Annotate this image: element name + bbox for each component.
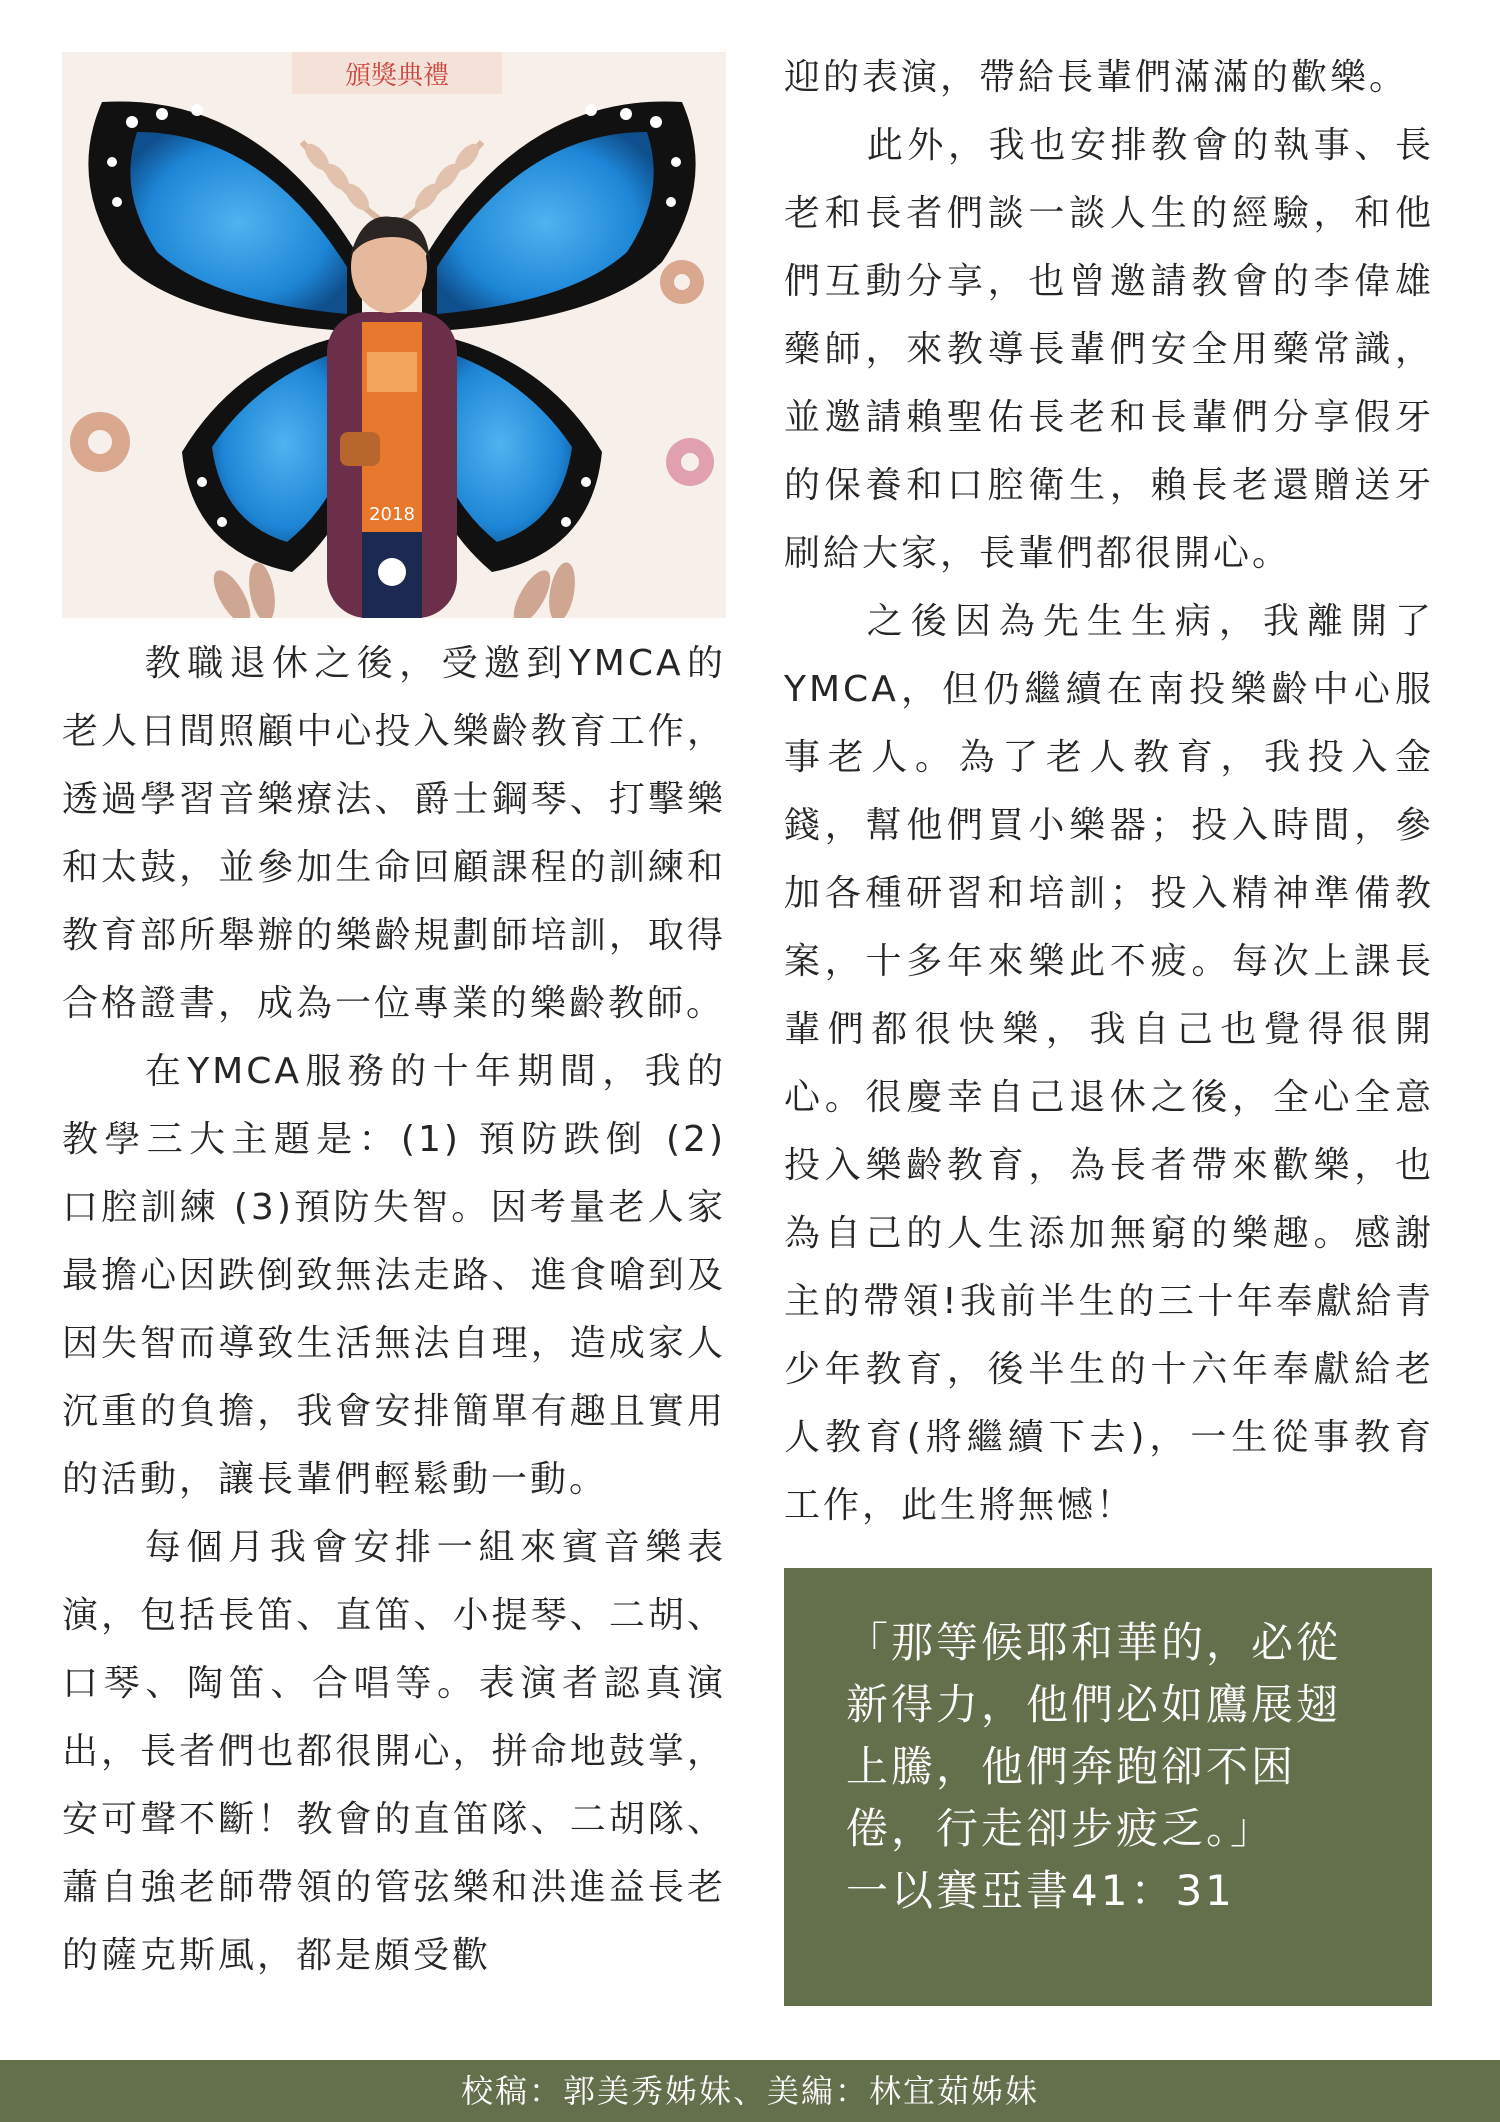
quote-line: 新得力，他們必如鷹展翅 <box>846 1680 1342 1729</box>
paragraph-monthly-performances: 每個月我會安排一組來賓音樂表演，包括長笛、直笛、小提琴、二胡、口琴、陶笛、合唱等。表演者認真演出，長者們也都很開心，拼命地鼓掌，安可聲不斷！教會的直笛隊、二胡隊、蕭自強老師帶領的管弦樂和洪進益長老的薩克斯風，都是頗受歡 <box>62 1527 726 1976</box>
paragraph-continuation: 迎的表演，帶給長輩們滿滿的歡樂。 <box>784 57 1409 98</box>
quote-line: 「那等候耶和華的，必從 <box>846 1618 1342 1667</box>
banner-text: 頒獎典禮 <box>344 61 450 91</box>
scripture-quote-box <box>784 1568 1432 2006</box>
left-column <box>62 630 726 1990</box>
scarf-year: 2018 <box>369 504 415 525</box>
footer-credits-bar <box>0 2060 1500 2122</box>
quote-line: 倦，行走卻步疲乏。」 <box>846 1804 1276 1853</box>
butterfly-photo-illustration <box>62 52 726 618</box>
paragraph-retirement: 教職退休之後，受邀到YMCA的老人日間照顧中心投入樂齡教育工作，透過學習音樂療法、爵士鋼琴、打擊樂和太鼓，並參加生命回顧課程的訓練和教育部所舉辦的樂齡規劃師培訓，取得合格證書，成為一位專業的樂齡教師。 <box>62 643 726 1024</box>
paragraph-after-leaving: 之後因為先生生病，我離開了YMCA，但仍繼續在南投樂齡中心服事老人。為了老人教育，我投入金錢，幫他們買小樂器；投入時間，參加各種研習和培訓；投入精神準備教案，十多年來樂此不疲。每次上課長輩們都很快樂，我自己也覺得很開心。很慶幸自己退休之後，全心全意投入樂齡教育，為長者帶來歡樂，也為自己的人生添加無窮的樂趣。感謝主的帶領!我前半生的三十年奉獻給青少年教育，後半生的十六年奉獻給老人教育(將繼續下去)，一生從事教育工作，此生將無憾！ <box>784 601 1434 1526</box>
footer-credits: 校稿：郭美秀姊妹、美編：林宜茹姊妹 <box>460 2072 1039 2110</box>
quote-line: 上騰，他們奔跑卻不困 <box>846 1742 1297 1791</box>
paragraph-ymca-teaching: 在YMCA服務的十年期間，我的教學三大主題是：(1) 預防跌倒 (2) 口腔訓練 (3)預防失智。因考量老人家最擔心因跌倒致無法走路、進食嗆到及因失智而導致生活無法自理，造成家人沉重的負擔，我會安排簡單有趣且實用的活動，讓長輩們輕鬆動一動。 <box>62 1051 726 1500</box>
article-photo <box>62 52 726 618</box>
quote-reference: 一以賽亞書41：31 <box>846 1866 1235 1915</box>
right-column <box>784 44 1434 1540</box>
paragraph-sharing: 此外，我也安排教會的執事、長老和長者們談一談人生的經驗，和他們互動分享，也曾邀請教會的李偉雄藥師，來教導長輩們安全用藥常識，並邀請賴聖佑長老和長輩們分享假牙的保養和口腔衛生，賴長老還贈送牙刷給大家，長輩們都很開心。 <box>784 125 1434 574</box>
